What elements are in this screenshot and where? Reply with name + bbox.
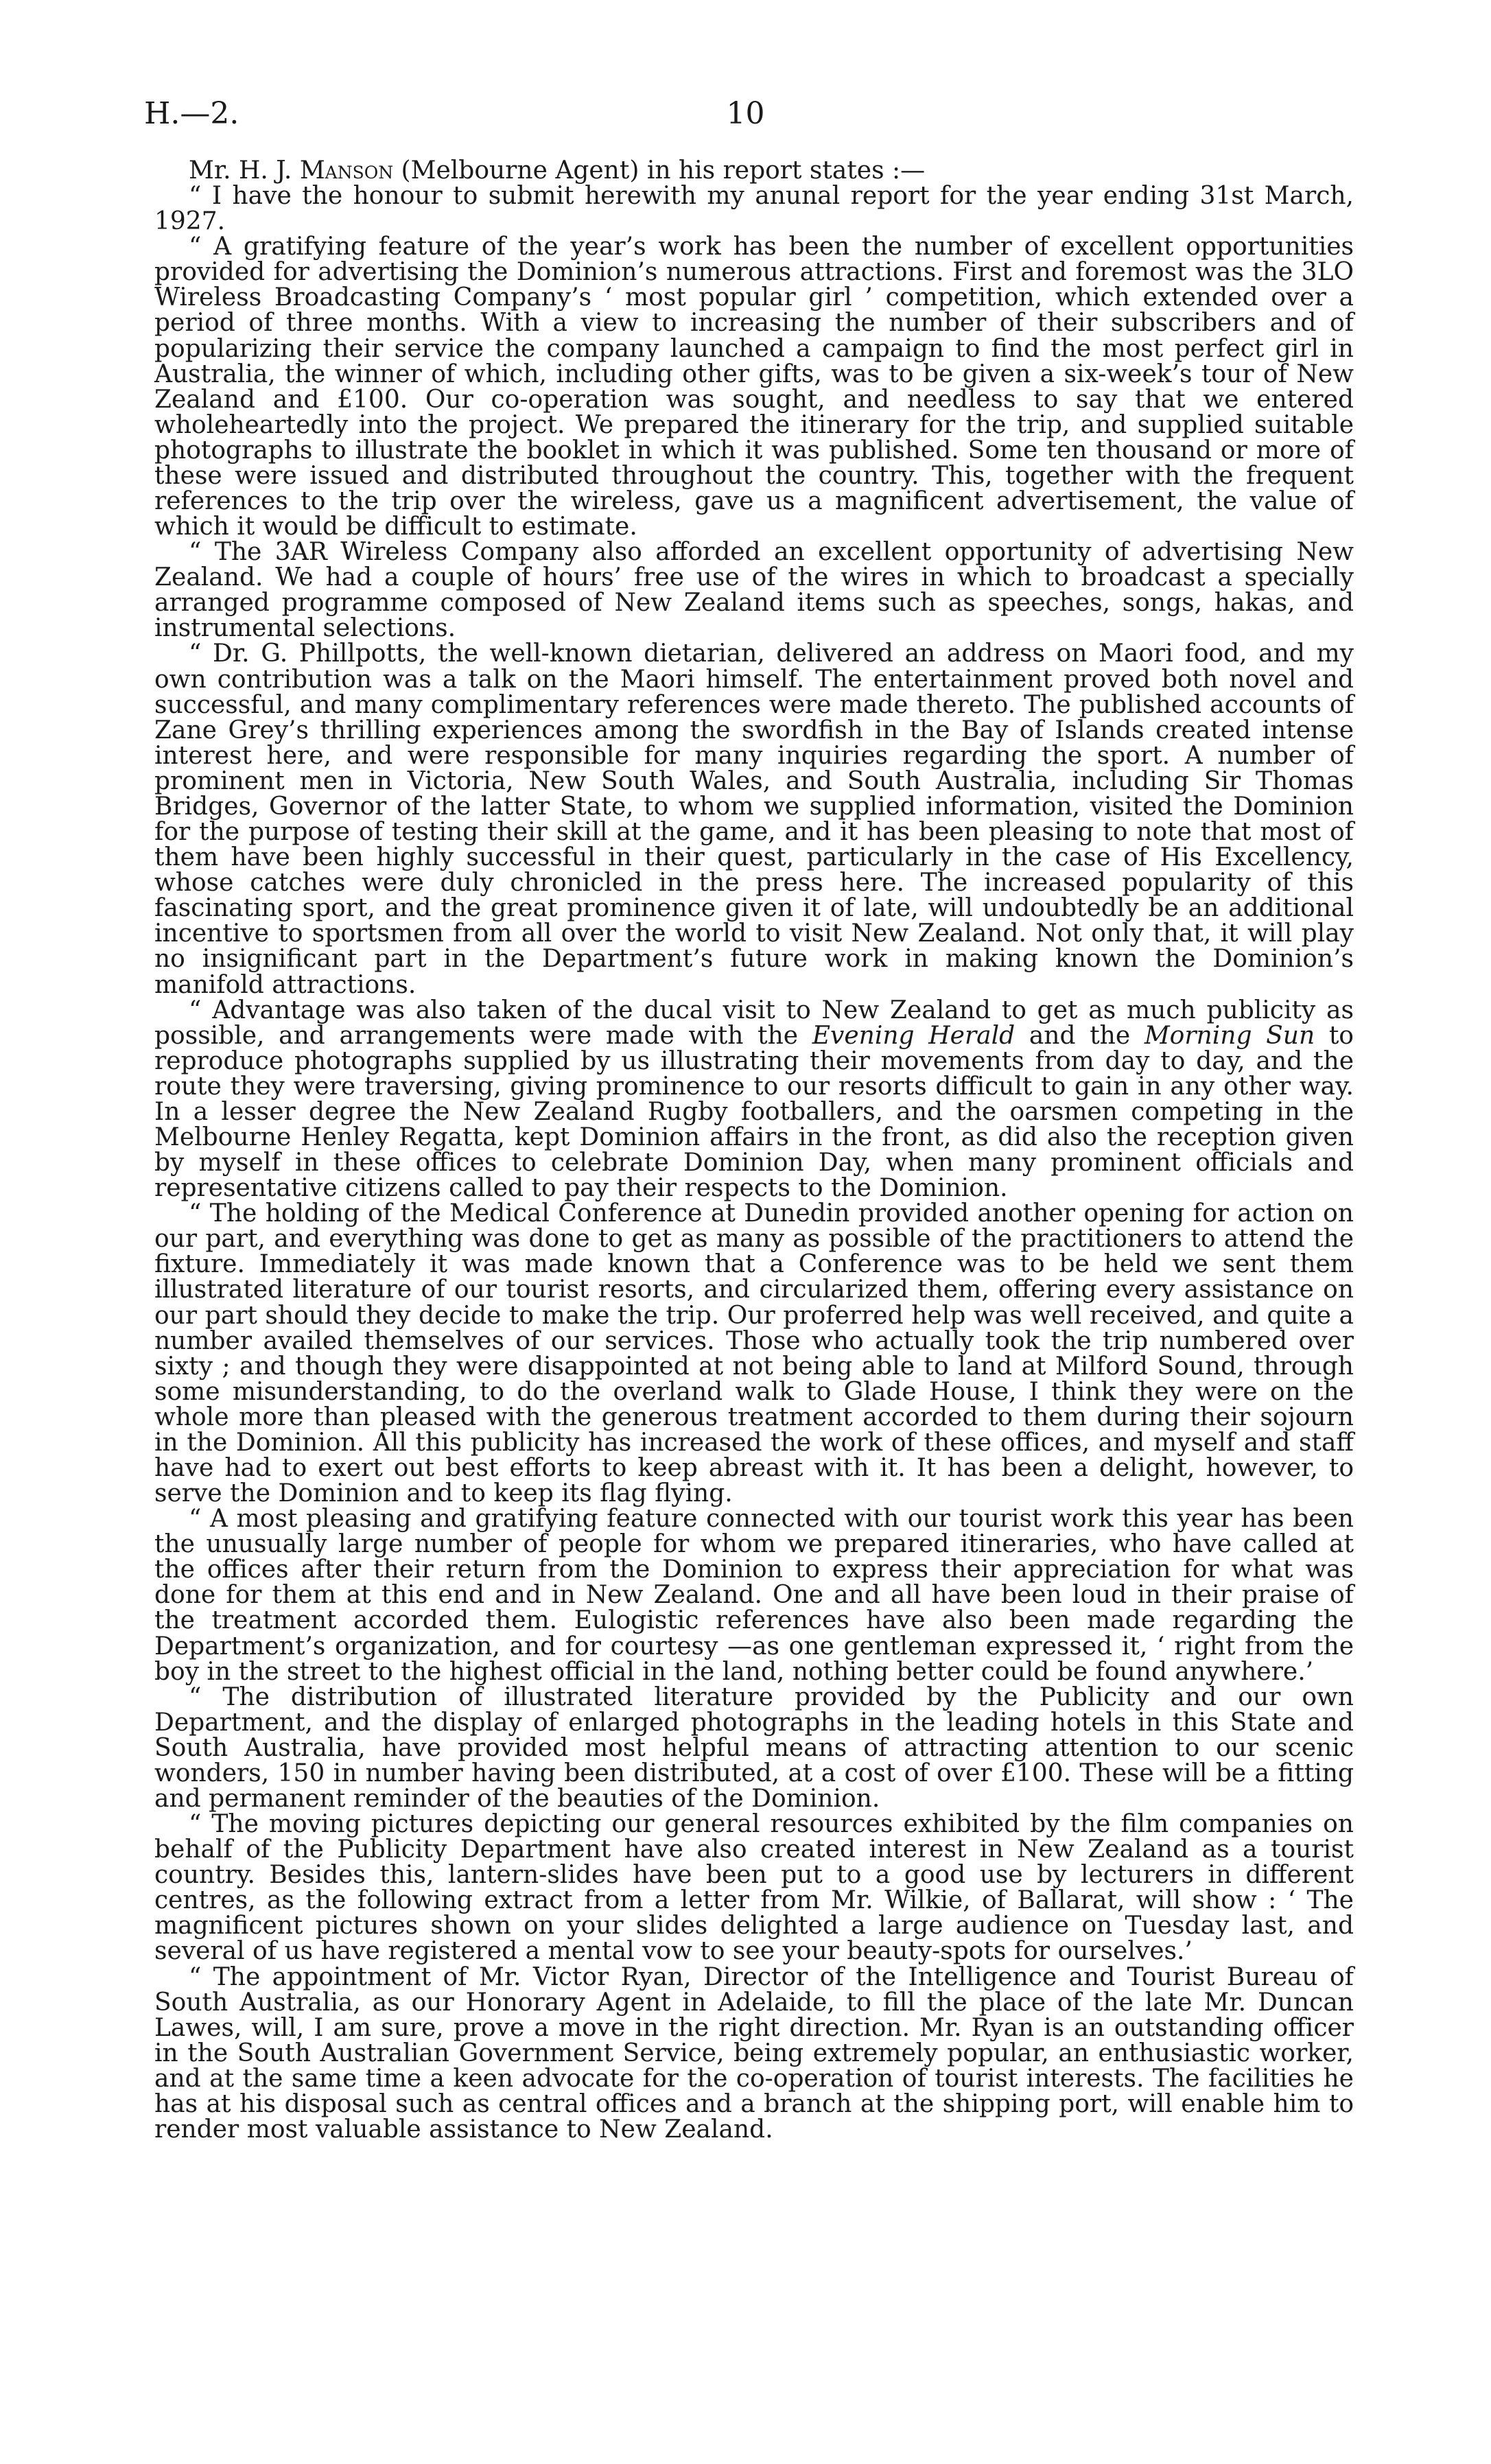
agent-name: Manson <box>299 156 394 185</box>
report-body <box>154 158 1354 2142</box>
paragraph-moving-pictures: “ The moving pictures depicting our general resources exhibited by the film companies on behalf of the Publicity Department have also created interest in New Zealand as a tourist country. Besides this, lantern-slides have been put to a good use by lecturers in different centres, as the following extract from a letter from Mr. Wilkie, of Ballarat, will show : ‘ The magnificent pictures shown on your slides delighted a large audience on Tuesday last, and several of us have registered a mental vow to see your beauty-spots for ourselves.’ <box>154 1810 1354 1966</box>
intro-paragraph: Mr. H. J. Manson (Melbourne Agent) in his report states :— <box>189 156 926 185</box>
page-header <box>144 96 1347 137</box>
paragraph-3ar-wireless: “ The 3AR Wireless Company also afforded an excellent opportunity of advertising New Zealand. We had a couple of hours’ free use of the wires in which to broadcast a specially arranged programme composed of New Zealand items such as speeches, songs, hakas, and instrumental selections. <box>154 538 1354 643</box>
paragraph-itineraries: “ A most pleasing and gratifying feature connected with our tourist work this year has been the unusually large number of people for whom we prepared itineraries, who have called at the offices after their return from the Dominion to express their appreciation for what was done for them at this end and in New Zealand. One and all have been loud in their praise of the treatment accorded them. Eulogistic references have also been made regarding the Department’s organization, and for courtesy —as one gentleman expressed it, ‘ right from the boy in the street to the highest official in the land, nothing better could be found anywhere.’ <box>154 1505 1354 1686</box>
paragraph-annual-report: “ I have the honour to submit herewith my anunal report for the year ending 31st March, 1927. <box>154 182 1354 236</box>
newspaper-morning-sun: Morning Sun <box>1144 1021 1315 1050</box>
paragraph-ducal-visit: “ Advantage was also taken of the ducal visit to New Zealand to get as much publicity as possible, and arrangements were made with the Evening Herald and the Morning Sun to reproduce photographs supplied by us illustrating their movements from day to day, and the route they were traversing, giving prominence to our resorts difficult to gain in any other way. In a lesser degree the New Zealand Rugby footballers, and the oarsmen competing in the Melbourne Henley Regatta, kept Dominion affairs in the front, as did also the reception given by myself in these offices to celebrate Dominion Day, when many prominent officials and representative citizens called to pay their respects to the Dominion. <box>154 996 1354 1203</box>
newspaper-evening-herald: Evening Herald <box>812 1021 1015 1050</box>
page-number: 10 <box>726 96 765 131</box>
paragraph-medical-conference: “ The holding of the Medical Conference at Dunedin provided another opening for action on our part, and everything was done to get as many as possible of the practitioners to attend the fixture. Immediately it was made known that a Conference was to be held we sent them illustrated literature of our tourist resorts, and circularized them, offering every assistance on our part should they decide to make the trip. Our proferred help was well received, and quite a number availed themselves of our services. Those who actually took the trip numbered over sixty ; and though they were disappointed at not being able to land at Milford Sound, through some misunderstanding, to do the overland walk to Glade House, I think they were on the whole more than pleased with the generous treatment accorded to them during their sojourn in the Dominion. All this publicity has increased the work of these offices, and myself and staff have had to exert out best efforts to keep abreast with it. It has been a delight, however, to serve the Dominion and to keep its flag flying. <box>154 1199 1354 1508</box>
paragraph-literature: “ The distribution of illustrated literature provided by the Publicity and our own Department, and the display of enlarged photographs in the leading hotels in this State and South Australia, have provided most helpful means of attracting attention to our scenic wonders, 150 in number having been distributed, at a cost of over £100. These will be a fitting and permanent reminder of the beauties of the Dominion. <box>154 1682 1354 1813</box>
paragraph-3lo-competition: “ A gratifying feature of the year’s work has been the number of excellent opportunities provided for advertising the Dominion’s numerous attractions. First and foremost was the 3LO Wireless Broadcasting Company’s ‘ most popular girl ’ competition, which extended over a period of three months. With a view to increasing the number of their subscribers and of popularizing their service the company launched a campaign to find the most perfect girl in Australia, the winner of which, including other gifts, was to be given a six-week’s tour of New Zealand and £100. Our co-operation was sought, and needless to say that we entered wholeheartedly into the project. We prepared the itinerary for the trip, and supplied suitable photographs to illustrate the booklet in which it was published. Some ten thousand or more of these were issued and distributed throughout the country. This, together with the frequent references to the trip over the wireless, gave us a magnificent advertisement, the value of which it would be difficult to estimate. <box>154 233 1354 541</box>
report-reference: H.—2. <box>144 96 239 131</box>
paragraph-adelaide-agent: “ The appointment of Mr. Victor Ryan, Director of the Intelligence and Tourist Bureau of South Australia, as our Honorary Agent in Adelaide, to fill the place of the late Mr. Duncan Lawes, will, I am sure, prove a move in the right direction. Mr. Ryan is an outstanding officer in the South Australian Government Service, being extremely popular, an enthusiastic worker, and at the same time a keen advocate for the co-operation of tourist interests. The facilities he has at his disposal such as central offices and a branch at the shipping port, will enable him to render most valuable assistance to New Zealand. <box>154 1962 1354 2144</box>
paragraph-swordfish: “ Dr. G. Phillpotts, the well-known dietarian, delivered an address on Maori food, and my own contribution was a talk on the Maori himself. The entertainment proved both novel and successful, and many complimentary references were made thereto. The published accounts of Zane Grey’s thrilling experiences among the swordfish in the Bay of Islands created intense interest here, and were responsible for many inquiries regarding the sport. A number of prominent men in Victoria, New South Wales, and South Australia, including Sir Thomas Bridges, Governor of the latter State, to whom we supplied information, visited the Dominion for the purpose of testing their skill at the game, and it has been pleasing to note that most of them have been highly successful in their quest, particularly in the case of His Excellency, whose catches were duly chronicled in the press here. The increased popularity of this fascinating sport, and the great prominence given it of late, will undoubtedly be an additional incentive to sportsmen from all over the world to visit New Zealand. Not only that, it will play no insignificant part in the Department’s future work in making known the Dominion’s manifold attractions. <box>154 640 1354 999</box>
